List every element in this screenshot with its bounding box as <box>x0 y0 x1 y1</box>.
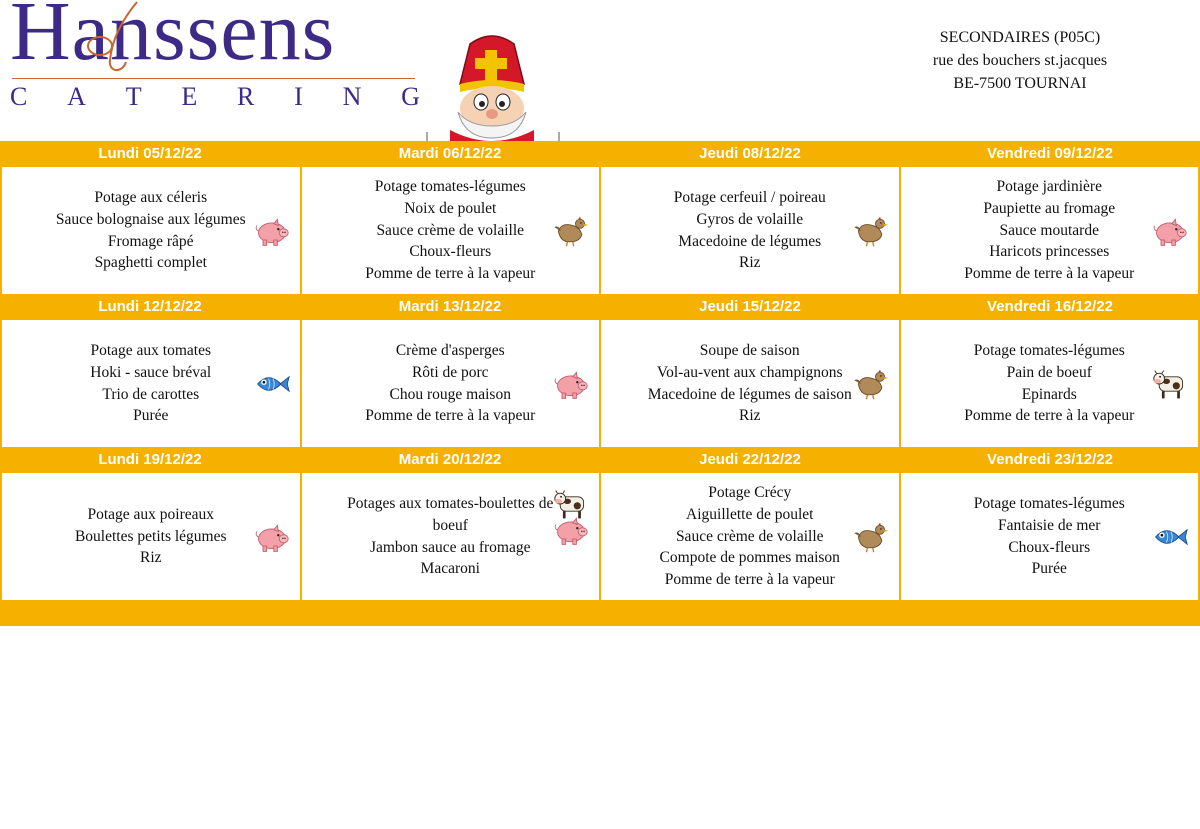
pig-icon <box>254 214 290 248</box>
menu-items-list <box>904 176 1194 285</box>
day-header: Mardi 13/12/22 <box>398 298 502 315</box>
menu-item: Potage tomates-légumes <box>973 342 1125 360</box>
menu-item: Sauce crème de volaille <box>376 221 525 239</box>
menu-item: Fromage râpé <box>107 232 194 250</box>
menu-items-list <box>6 187 296 274</box>
chicken-icon <box>853 520 889 554</box>
day-header: Lundi 05/12/22 <box>98 145 202 162</box>
menu-items-list <box>305 340 595 427</box>
menu-items-list <box>305 493 595 580</box>
menu-item: Potage cerfeuil / poireau <box>673 189 826 207</box>
menu-item: Macaroni <box>420 560 480 578</box>
address-line-1: SECONDAIRES (P05C) <box>939 29 1101 46</box>
day-menu-row <box>0 167 1200 294</box>
menu-item: Potage aux poireaux <box>87 505 215 523</box>
menu-items-list <box>305 176 595 285</box>
day-header: Jeudi 22/12/22 <box>699 451 801 468</box>
day-header-row <box>0 294 1200 320</box>
chicken-icon <box>853 367 889 401</box>
menu-items-list <box>904 340 1194 427</box>
menu-items-list <box>6 504 296 569</box>
day-menu-cell <box>601 167 899 294</box>
cow-icon <box>1152 367 1188 401</box>
day-menu-cell <box>601 473 899 600</box>
day-menu-cell <box>901 167 1199 294</box>
day-header-row <box>0 447 1200 473</box>
menu-item: Epinards <box>1021 385 1077 403</box>
chicken-icon <box>853 214 889 248</box>
saint-nicholas-mascot-icon <box>425 34 565 152</box>
menu-items-list <box>605 187 895 274</box>
menu-item: Macedoine de légumes <box>678 232 822 250</box>
school-address <box>900 26 1140 95</box>
address-line-3: BE-7500 TOURNAI <box>953 75 1087 92</box>
menu-item: Vol-au-vent aux champignons <box>656 363 843 381</box>
day-menu-row <box>0 320 1200 447</box>
day-menu-cell <box>2 167 300 294</box>
menu-item: Spaghetti complet <box>94 254 207 272</box>
menu-item: Haricots princesses <box>989 243 1110 261</box>
day-header: Lundi 19/12/22 <box>98 451 202 468</box>
week-block <box>0 141 1200 294</box>
day-header: Jeudi 08/12/22 <box>699 145 801 162</box>
menu-item: Potage aux tomates <box>90 342 212 360</box>
menu-item: Fantaisie de mer <box>998 516 1101 534</box>
menu-item: Potage tomates-légumes <box>374 178 526 196</box>
menu-item: Potage Crécy <box>708 484 792 502</box>
menu-item: Trio de carottes <box>102 385 200 403</box>
day-menu-cell <box>302 320 600 447</box>
day-menu-cell <box>302 473 600 600</box>
day-menu-cell <box>302 167 600 294</box>
week-block <box>0 447 1200 600</box>
fish-icon <box>254 367 290 401</box>
menu-item: Pomme de terre à la vapeur <box>365 407 536 425</box>
menu-item: Pain de boeuf <box>1006 363 1092 381</box>
menu-item: Chou rouge maison <box>389 385 511 403</box>
pig-icon <box>254 520 290 554</box>
menu-item: Noix de poulet <box>404 199 497 217</box>
menu-item: Riz <box>139 549 162 567</box>
day-header: Jeudi 15/12/22 <box>699 298 801 315</box>
menu-item: Compote de pommes maison <box>659 549 840 567</box>
fish-icon <box>1152 520 1188 554</box>
day-header: Vendredi 23/12/22 <box>987 451 1113 468</box>
menu-item: Boulettes petits légumes <box>74 527 227 545</box>
menu-item: Purée <box>133 407 169 425</box>
day-header: Mardi 20/12/22 <box>398 451 502 468</box>
weekly-menu-grid <box>0 141 1200 626</box>
menu-item: Sauce moutarde <box>999 221 1099 239</box>
menu-item: Potage jardinière <box>996 178 1102 196</box>
pig-icon <box>553 367 589 401</box>
day-menu-cell <box>601 320 899 447</box>
menu-items-list <box>904 493 1194 580</box>
logo-underline <box>12 78 415 79</box>
day-header: Vendredi 16/12/22 <box>987 298 1113 315</box>
menu-item: Riz <box>738 254 761 272</box>
menu-item: Hoki - sauce bréval <box>90 363 212 381</box>
day-menu-cell <box>901 473 1199 600</box>
menu-item: Choux-fleurs <box>409 243 492 261</box>
menu-item: Potage tomates-légumes <box>973 495 1125 513</box>
menu-item: Potage aux céleris <box>94 189 208 207</box>
menu-item: Crème d'asperges <box>395 342 505 360</box>
menu-items-list <box>605 482 895 591</box>
menu-item: Pomme de terre à la vapeur <box>664 571 835 589</box>
menu-item: Choux-fleurs <box>1008 538 1091 556</box>
logo-subtitle: C A T E R I N G <box>10 82 420 111</box>
day-header: Vendredi 09/12/22 <box>987 145 1113 162</box>
menu-item: Potages aux tomates-boulettes de boeuf <box>347 495 554 534</box>
menu-item: Gyros de volaille <box>696 210 804 228</box>
menu-item: Sauce bolognaise aux légumes <box>55 210 246 228</box>
hanssens-catering-logo <box>10 0 420 110</box>
menu-item: Purée <box>1031 560 1067 578</box>
menu-item: Riz <box>738 407 761 425</box>
day-header: Lundi 12/12/22 <box>98 298 202 315</box>
logo-spoon-swoosh-icon <box>82 0 152 80</box>
menu-item: Macedoine de légumes de saison <box>647 385 852 403</box>
day-header: Mardi 06/12/22 <box>398 145 502 162</box>
pig-icon <box>1152 214 1188 248</box>
day-menu-cell <box>2 473 300 600</box>
week-block <box>0 294 1200 447</box>
address-line-2: rue des bouchers st.jacques <box>932 52 1108 69</box>
menu-items-list <box>605 340 895 427</box>
menu-item: Aiguillette de poulet <box>686 505 814 523</box>
menu-item: Sauce crème de volaille <box>675 527 824 545</box>
day-menu-row <box>0 473 1200 600</box>
menu-item: Pomme de terre à la vapeur <box>365 265 536 283</box>
day-menu-cell <box>901 320 1199 447</box>
pig-icon <box>553 513 589 547</box>
menu-item: Jambon sauce au fromage <box>369 538 531 556</box>
logo-wordmark: Hanssens <box>10 0 336 78</box>
menu-item: Soupe de saison <box>699 342 800 360</box>
chicken-icon <box>553 214 589 248</box>
menu-item: Rôti de porc <box>411 363 489 381</box>
menu-item: Pomme de terre à la vapeur <box>964 407 1135 425</box>
day-menu-cell <box>2 320 300 447</box>
day-header-row <box>0 141 1200 167</box>
menu-item: Paupiette au fromage <box>983 199 1116 217</box>
menu-items-list <box>6 340 296 427</box>
menu-item: Pomme de terre à la vapeur <box>964 265 1135 283</box>
